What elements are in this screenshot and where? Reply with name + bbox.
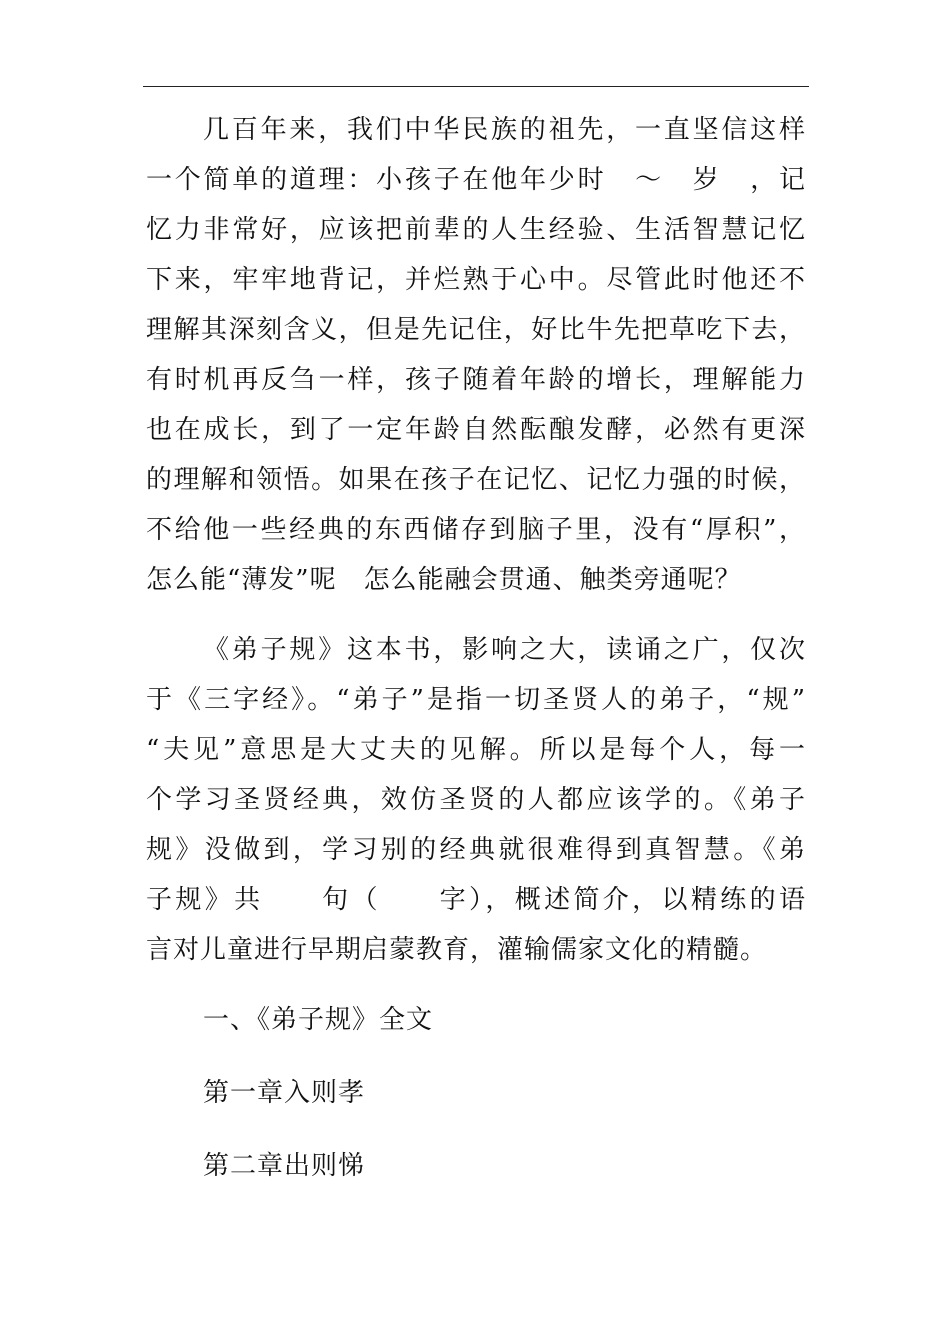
text-line: 一个简单的道理：小孩子在他年少时 ～ 岁 ，记 bbox=[146, 165, 806, 195]
text-line: 几百年来，我们中华民族的祖先，一直坚信这样 bbox=[203, 115, 806, 145]
text-line: 理解其深刻含义，但是先记住，好比牛先把草吃下去， bbox=[146, 315, 806, 345]
text-line: 忆力非常好，应该把前辈的人生经验、生活智慧记忆 bbox=[146, 215, 806, 245]
text-line: 下来，牢牢地背记，并烂熟于心中。尽管此时他还不 bbox=[146, 265, 806, 295]
text-line: 个学习圣贤经典，效仿圣贤的人都应该学的。《弟子 bbox=[146, 785, 806, 815]
header-rule bbox=[143, 86, 809, 87]
text-line: 《弟子规》这本书，影响之大，读诵之广，仅次 bbox=[203, 635, 806, 665]
chapter-heading-2: 第二章出则悌 bbox=[203, 1151, 366, 1181]
text-line: 于《三字经》。“弟子”是指一切圣贤人的弟子，“规” bbox=[146, 685, 806, 715]
text-line: 的理解和领悟。如果在孩子在记忆、记忆力强的时候， bbox=[146, 465, 806, 495]
text-line: 怎么能“薄发”呢 怎么能融会贯通、触类旁通呢？ bbox=[146, 565, 742, 595]
text-line: 有时机再反刍一样，孩子随着年龄的增长，理解能力 bbox=[146, 365, 806, 395]
chapter-heading-1: 第一章入则孝 bbox=[203, 1078, 366, 1108]
text-line: “夫见”意思是大丈夫的见解。所以是每个人，每一 bbox=[146, 735, 806, 765]
text-line: 不给他一些经典的东西储存到脑子里，没有“厚积”， bbox=[146, 515, 806, 545]
section-heading: 一、《弟子规》全文 bbox=[203, 1005, 434, 1035]
text-line: 子规》共 句（ 字），概述简介，以精练的语 bbox=[146, 885, 806, 915]
text-line: 也在成长，到了一定年龄自然酝酿发酵，必然有更深 bbox=[146, 415, 806, 445]
text-line: 规》没做到，学习别的经典就很难得到真智慧。《弟 bbox=[146, 835, 806, 865]
text-line: 言对儿童进行早期启蒙教育，灌输儒家文化的精髓。 bbox=[146, 935, 768, 965]
